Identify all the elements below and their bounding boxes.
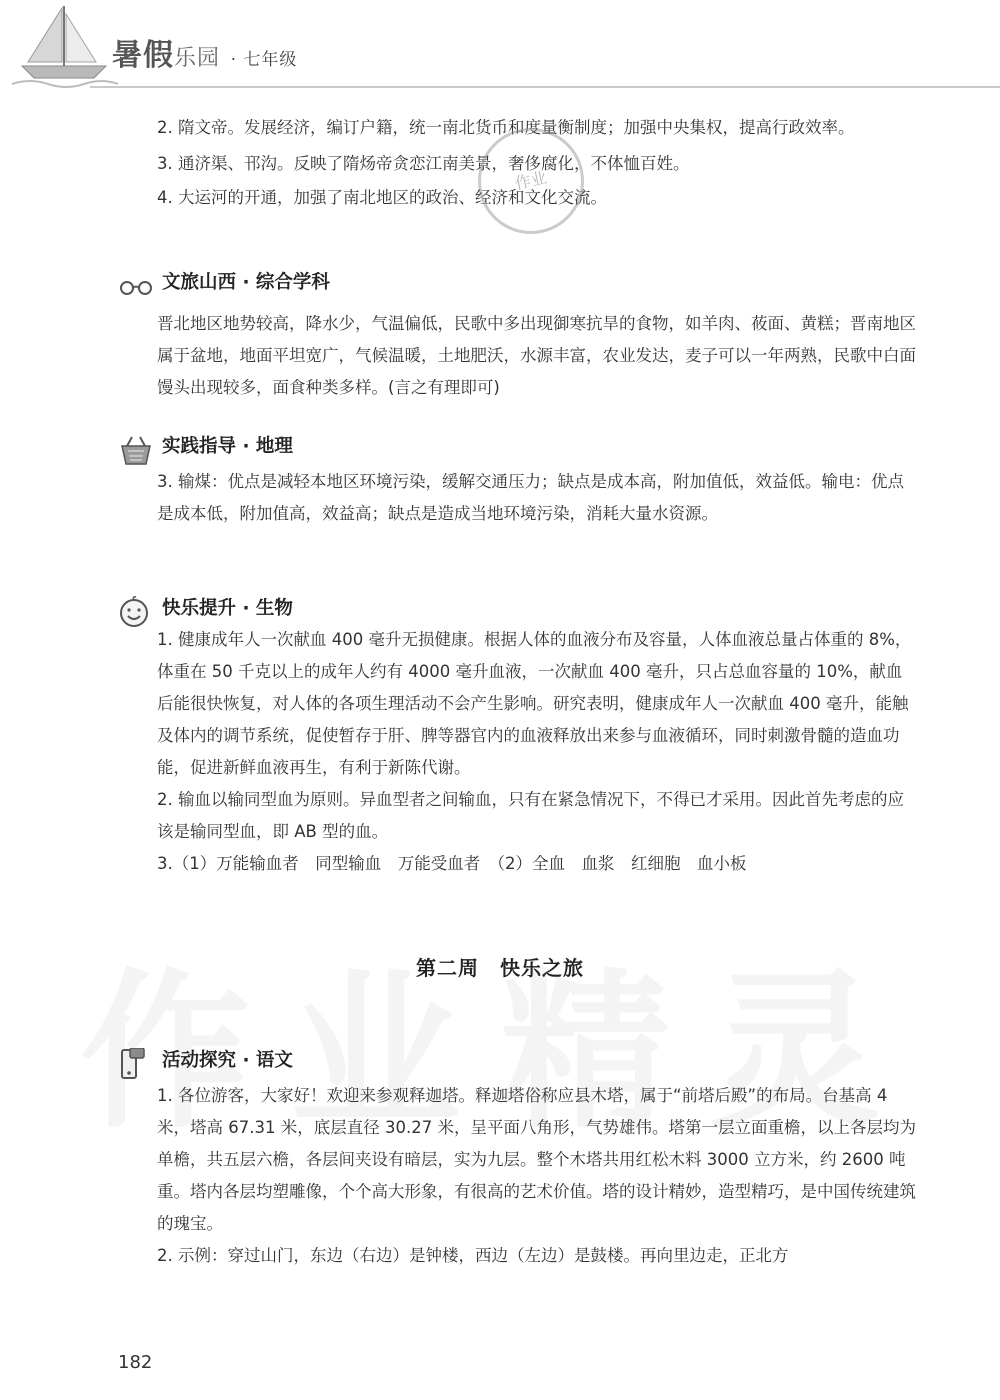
sailboat-logo xyxy=(10,4,120,90)
homework-stamp: 作业 xyxy=(468,118,594,244)
basket-icon xyxy=(118,434,154,466)
intro-paragraph: 4. 大运河的开通，加强了南北地区的政治、经济和文化交流。 xyxy=(157,188,607,207)
section-geography-body xyxy=(157,466,917,530)
header-divider xyxy=(90,86,1000,88)
smiley-icon xyxy=(118,596,154,628)
phone-icon xyxy=(118,1048,154,1080)
section-title: 文旅山西 · 综合学科 xyxy=(162,272,330,293)
section-paragraph: 2. 示例：穿过山门，东边（右边）是钟楼，西边（左边）是鼓楼。再向里边走，正北方 xyxy=(157,1246,789,1265)
section-paragraph: 3.（1）万能输血者 同型输血 万能受血者 （2）全血 血浆 红细胞 血小板 xyxy=(157,854,747,873)
section-shanxi-body xyxy=(157,308,917,404)
week-title: 第二周 快乐之旅 xyxy=(416,956,584,980)
section-title: 快乐提升 · 生物 xyxy=(162,598,293,619)
section-paragraph: 1. 健康成年人一次献血 400 毫升无损健康。根据人体的血液分布及容量，人体血液总量占体重的 8%，体重在 50 千克以上的成年人约有 4000 毫升血液，一次献血 400 毫升，只占总血容量的 10%，献血后能很快恢复，对人体的各项生理活动不会产生影响。研究表明，健康成年人一次献血 400 毫升，能触及体内的调节系统，促使暂存于肝、脾等器官内的血液释放出来参与血液循环，同时刺激骨髓的造血功能，促进新鲜血液再生，有利于新陈代谢。 xyxy=(157,630,912,777)
brand-sub: 乐园 xyxy=(174,46,221,71)
page-header xyxy=(0,0,1000,100)
header-title xyxy=(112,30,297,74)
section-chinese-body xyxy=(157,1080,917,1272)
section-paragraph: 3. 输煤：优点是减轻本地区环境污染，缓解交通压力；缺点是成本高，附加值低，效益低。输电：优点是成本低，附加值高，效益高；缺点是造成当地环境污染，消耗大量水资源。 xyxy=(157,472,904,523)
section-title: 实践指导 · 地理 xyxy=(162,436,293,457)
section-title: 活动探究 · 语文 xyxy=(162,1050,293,1071)
section-paragraph: 2. 输血以输同型血为原则。异血型者之间输血，只有在紧急情况下，不得已才采用。因此首先考虑的应该是输同型血，即 AB 型的血。 xyxy=(157,790,904,841)
section-biology-body xyxy=(157,624,917,880)
page-number: 182 xyxy=(118,1352,153,1373)
grade-label: · 七年级 xyxy=(230,50,298,70)
intro-paragraph: 2. 隋文帝。发展经济，编订户籍，统一南北货币和度量衡制度；加强中央集权，提高行政效率。 xyxy=(157,118,855,137)
glasses-icon xyxy=(118,270,154,302)
brand-main: 暑假 xyxy=(112,38,174,73)
section-paragraph: 晋北地区地势较高，降水少，气温偏低，民歌中多出现御寒抗旱的食物，如羊肉、莜面、黄糕；晋南地区属于盆地，地面平坦宽广，气候温暖，土地肥沃，水源丰富，农业发达，麦子可以一年两熟，民歌中白面馒头出现较多，面食种类多样。(言之有理即可) xyxy=(157,314,916,397)
intro-paragraph: 3. 通济渠、邗沟。反映了隋炀帝贪恋江南美景，奢侈腐化，不体恤百姓。 xyxy=(157,154,690,173)
section-paragraph: 1. 各位游客，大家好！欢迎来参观释迦塔。释迦塔俗称应县木塔，属于“前塔后殿”的布局。台基高 4 米，塔高 67.31 米，底层直径 30.27 米，呈平面八角形，气势雄伟。塔第一层立面重檐，以上各层均为单檐，共五层六檐，各层间夹设有暗层，实为九层。整个木塔共用红松木料 3000 立方米，约 2600 吨重。塔内各层均塑雕像，个个高大形象，有很高的艺术价值。塔的设计精妙，造型精巧，是中国传统建筑的瑰宝。 xyxy=(157,1086,916,1233)
